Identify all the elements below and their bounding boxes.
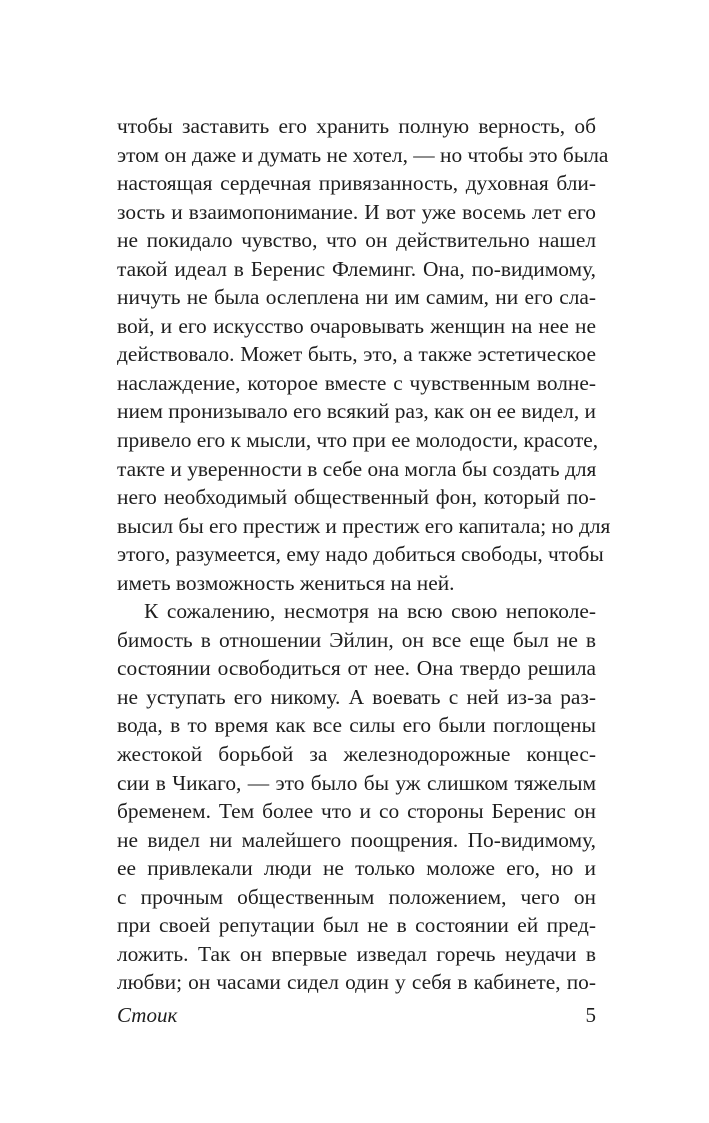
paragraph-1 bbox=[117, 112, 611, 597]
text-line: жестокой борьбой за железнодорожные концес- bbox=[117, 742, 596, 767]
text-line: не уступать его никому. А воевать с ней из-за раз- bbox=[117, 684, 596, 709]
text-line: вода, в то время как все силы его были поглощены bbox=[117, 713, 596, 738]
text-line: бимость в отношении Эйлин, он все еще был не в bbox=[117, 627, 596, 652]
text-line: не видел ни малейшего поощрения. По-видимому, bbox=[117, 827, 596, 852]
text-line: действовало. Может быть, это, а также эстетическое bbox=[117, 342, 596, 367]
page-body bbox=[117, 112, 611, 997]
page-number: 5 bbox=[585, 1003, 596, 1027]
text-line: не покидало чувство, что он действительно нашел bbox=[117, 228, 596, 253]
text-line: бременем. Тем более что и со стороны Беренис он bbox=[117, 799, 596, 824]
text-line: зость и взаимопонимание. И вот уже восемь лет его bbox=[117, 199, 596, 224]
text-line: ложить. Так он впервые изведал горечь неудачи в bbox=[117, 941, 596, 966]
text-line: ее привлекали люди не только моложе его, но и bbox=[117, 856, 596, 881]
paragraph-2 bbox=[117, 597, 596, 997]
text-line: иметь возможность жениться на ней. bbox=[117, 570, 455, 595]
running-title: Стоик bbox=[117, 1003, 178, 1027]
text-line: состоянии освободиться от нее. Она твердо решила bbox=[117, 656, 596, 681]
text-line: нием пронизывало его всякий раз, как он ее видел, и bbox=[117, 399, 596, 424]
text-line: К сожалению, несмотря на всю свою непоколе- bbox=[144, 599, 596, 624]
text-line: ничуть не была ослеплена ни им самим, ни его сла- bbox=[117, 285, 596, 310]
text-line: такой идеал в Беренис Флеминг. Она, по-видимому, bbox=[117, 256, 596, 281]
text-line: него необходимый общественный фон, который по- bbox=[117, 485, 596, 510]
text-line: этого, разумеется, ему надо добиться свободы, чтобы bbox=[117, 542, 604, 567]
text-line: чтобы заставить его хранить полную верность, об bbox=[117, 114, 596, 138]
text-line: любви; он часами сидел один у себя в кабинете, по- bbox=[117, 970, 596, 995]
text-line: сии в Чикаго, — это было бы уж слишком тяжелым bbox=[117, 770, 596, 795]
page-footer bbox=[117, 1003, 596, 1031]
text-line: этом он даже и думать не хотел, — но чтобы это была bbox=[117, 142, 609, 167]
text-line: высил бы его престиж и престиж его капитала; но для bbox=[117, 513, 611, 538]
text-line: вой, и его искусство очаровывать женщин на нее не bbox=[117, 313, 596, 338]
text-line: такте и уверенности в себе она могла бы создать для bbox=[117, 456, 597, 481]
text-line: настоящая сердечная привязанность, духовная бли- bbox=[117, 171, 596, 196]
text-line: наслаждение, которое вместе с чувственным волне- bbox=[117, 370, 596, 395]
text-line: привело его к мысли, что при ее молодости, красоте, bbox=[117, 428, 599, 453]
text-line: при своей репутации был не в состоянии ей пред- bbox=[117, 913, 596, 938]
text-line: с прочным общественным положением, чего он bbox=[117, 884, 596, 909]
